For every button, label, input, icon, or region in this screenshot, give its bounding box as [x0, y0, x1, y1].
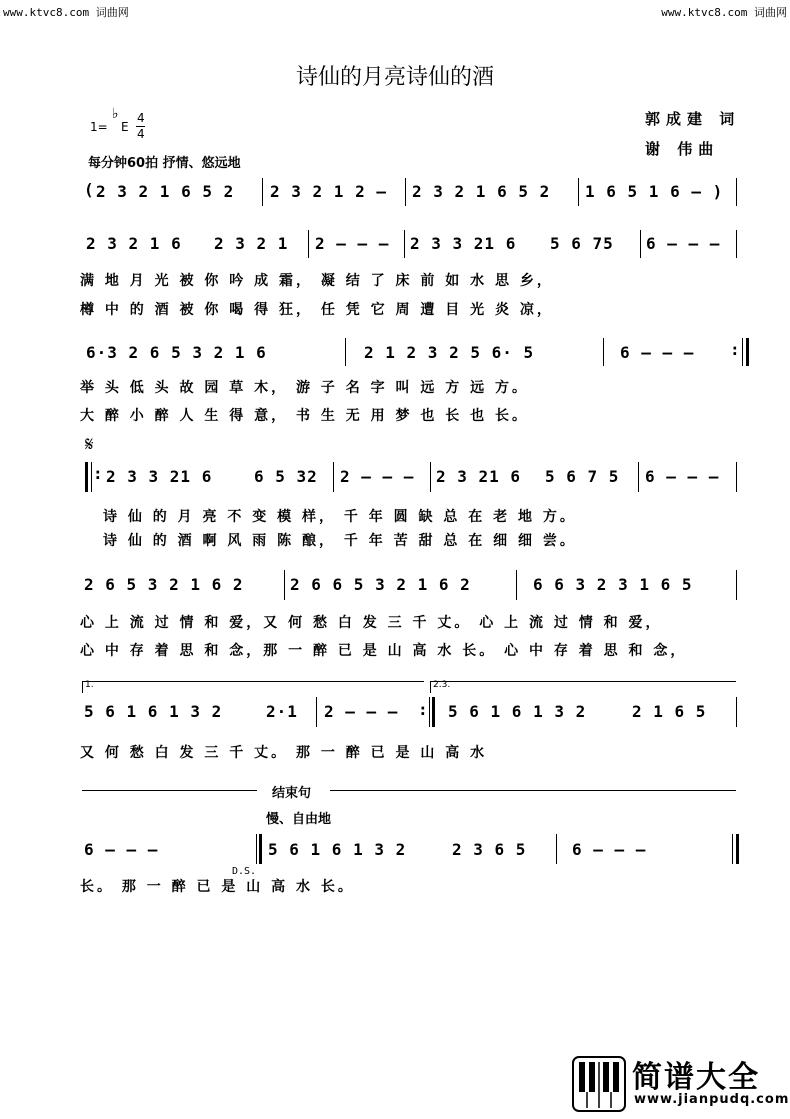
measure: 2 3 3 21 6 [106, 467, 213, 486]
measure: 5 6 1 6 1 3 2 [448, 702, 587, 721]
measure: 6·3 2 6 5 3 2 1 6 [86, 343, 267, 362]
measure: 5 6 1 6 1 3 2 [268, 840, 407, 859]
intro-paren: ( [84, 180, 95, 199]
site-watermark-left: www.ktvc8.com 词曲网 [3, 6, 129, 19]
repeat-dots: : [418, 700, 429, 719]
key-prefix: 1= [90, 120, 108, 134]
measure: 2 6 6 5 3 2 1 6 2 [290, 575, 471, 594]
lyric-line: 心 中 存 着 思 和 念，那 一 醉 已 是 山 高 水 长。 心 中 存 着 思 和 念， [80, 643, 688, 659]
lyric-line: 举 头 低 头 故 园 草 木， 游 子 名 字 叫 远 方 远 方。 [80, 380, 529, 396]
measure: 2 3 2 1 6 5 2 [412, 182, 551, 201]
measure: 2 1 6 5 [632, 702, 707, 721]
measure: 6 – – – [572, 840, 647, 859]
measure: 2 – – – [324, 702, 399, 721]
dal-segno: D.S. [232, 866, 257, 877]
composer: 谢 伟曲 [645, 140, 720, 158]
time-signature-top: 4 [137, 111, 145, 125]
measure: 2 3 6 5 [452, 840, 527, 859]
tempo-marking: 每分钟60拍 抒情、悠远地 [88, 156, 241, 171]
lyric-line: 诗 仙 的 月 亮 不 变 模 样， 千 年 圆 缺 总 在 老 地 方。 [103, 509, 577, 525]
piano-icon [572, 1056, 626, 1112]
measure: 6 – – – [84, 840, 159, 859]
lyric-line: 满 地 月 光 被 你 吟 成 霜， 凝 结 了 床 前 如 水 思 乡， [80, 273, 554, 289]
measure: 6 – – – [645, 467, 720, 486]
lyric-line: 又 何 愁 白 发 三 千 丈。 那 一 醉 已 是 山 高 水 [80, 745, 488, 761]
logo-name: 简谱大全 [632, 1060, 760, 1095]
measure: 2 3 21 6 [436, 467, 522, 486]
time-signature-bottom: 4 [137, 127, 145, 141]
measure: 2·1 [266, 702, 298, 721]
measure: 6 5 32 [254, 467, 318, 486]
lyric-line: 樽 中 的 酒 被 你 喝 得 狂， 任 凭 它 周 遭 目 光 炎 凉， [80, 302, 554, 318]
segno-icon: 𝄋 [85, 432, 94, 456]
measure: 2 3 2 1 6 5 2 [96, 182, 235, 201]
lyric-line: 长。 那 一 醉 已 是 山 高 水 长。 [80, 879, 355, 895]
coda-label: 结束句 [272, 786, 312, 801]
measure: 5 6 7 5 [545, 467, 620, 486]
site-watermark-right: www.ktvc8.com 词曲网 [661, 6, 787, 19]
measure: 2 – – – [315, 234, 390, 253]
volta-2-3: 2.3. [433, 680, 451, 690]
site-logo [572, 1052, 788, 1116]
key-note: E [121, 120, 129, 134]
repeat-dots: : [93, 464, 104, 483]
lyric-line: 大 醉 小 醉 人 生 得 意， 书 生 无 用 梦 也 长 也 长。 [80, 408, 529, 424]
measure: 6 6 3 2 3 1 6 5 [533, 575, 693, 594]
measure: 6 – – – [646, 234, 721, 253]
logo-url: www.jianpudq.com [634, 1092, 790, 1107]
lyric-line: 诗 仙 的 酒 啊 风 雨 陈 酿， 千 年 苦 甜 总 在 细 细 尝。 [103, 533, 577, 549]
measure: 2 1 2 3 2 5 6· 5 [364, 343, 535, 362]
lyricist: 郭成建 词 [645, 110, 741, 128]
lyric-line: 心 上 流 过 情 和 爱，又 何 愁 白 发 三 千 丈。 心 上 流 过 情 和 爱， [80, 615, 663, 631]
flat-icon: ♭ [112, 106, 119, 122]
repeat-dots: : [730, 340, 741, 359]
song-title: 诗仙的月亮诗仙的酒 [295, 65, 494, 90]
measure: 5 6 1 6 1 3 2 [84, 702, 223, 721]
measure: 5 6 75 [550, 234, 614, 253]
measure: 2 3 2 1 [214, 234, 289, 253]
volta-1: 1. [85, 680, 94, 690]
measure: 6 – – – [620, 343, 695, 362]
measure: 2 3 3 21 6 [410, 234, 517, 253]
measure: 1 6 5 1 6 – ) [585, 182, 724, 201]
tempo-end: 慢、自由地 [266, 812, 332, 827]
measure: 2 6 5 3 2 1 6 2 [84, 575, 244, 594]
measure: 2 3 2 1 2 – [270, 182, 387, 201]
measure: 2 – – – [340, 467, 415, 486]
measure: 2 3 2 1 6 [86, 234, 182, 253]
